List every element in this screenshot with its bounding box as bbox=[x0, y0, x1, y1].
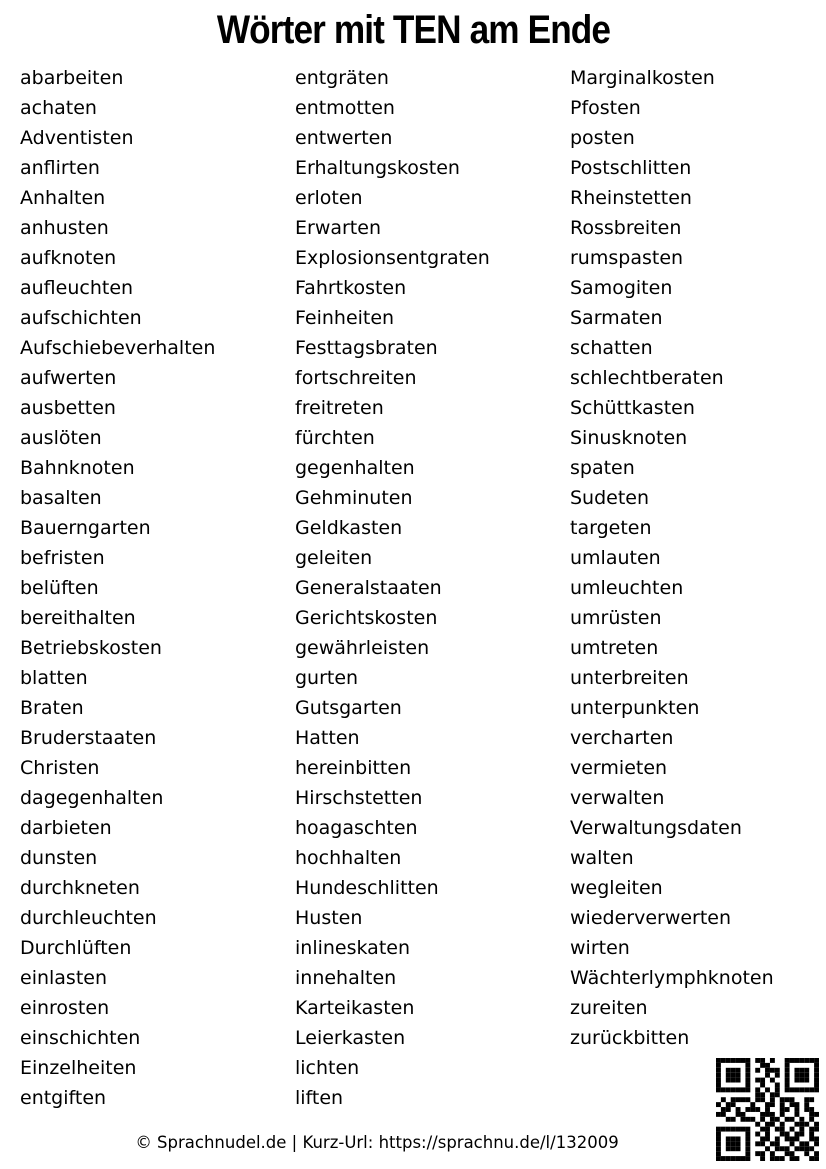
word-item: rumspasten bbox=[570, 247, 684, 269]
word-item: fortschreiten bbox=[295, 367, 417, 389]
word-item: Gehminuten bbox=[295, 487, 413, 509]
word-item: gegenhalten bbox=[295, 457, 415, 479]
word-item: Christen bbox=[20, 757, 100, 779]
word-item: entwerten bbox=[295, 127, 393, 149]
word-item: zurückbitten bbox=[570, 1027, 690, 1049]
word-item: umtreten bbox=[570, 637, 659, 659]
word-item: lichten bbox=[295, 1057, 360, 1079]
word-item: vermieten bbox=[570, 757, 668, 779]
word-item: Anhalten bbox=[20, 187, 106, 209]
word-item: hereinbitten bbox=[295, 757, 412, 779]
page-title-text: Wörter mit TEN am Ende bbox=[216, 8, 610, 52]
word-item: schlechtberaten bbox=[570, 367, 724, 389]
word-item: einschichten bbox=[20, 1027, 141, 1049]
word-item: Braten bbox=[20, 697, 84, 719]
word-item: Verwaltungsdaten bbox=[570, 817, 742, 839]
word-item: verwalten bbox=[570, 787, 665, 809]
word-item: Durchlüften bbox=[20, 937, 132, 959]
word-item: belüften bbox=[20, 577, 99, 599]
word-item: aufwerten bbox=[20, 367, 117, 389]
word-item: Gutsgarten bbox=[295, 697, 402, 719]
word-item: zureiten bbox=[570, 997, 648, 1019]
word-item: wiederverwerten bbox=[570, 907, 732, 929]
word-item: umlauten bbox=[570, 547, 661, 569]
word-item: Festtagsbraten bbox=[295, 337, 438, 359]
word-item: Betriebskosten bbox=[20, 637, 162, 659]
word-item: spaten bbox=[570, 457, 635, 479]
word-item: darbieten bbox=[20, 817, 112, 839]
word-item: abarbeiten bbox=[20, 67, 124, 89]
word-item: entgräten bbox=[295, 67, 389, 89]
word-item: Aufschiebeverhalten bbox=[20, 337, 216, 359]
word-item: Generalstaaten bbox=[295, 577, 442, 599]
word-item: wegleiten bbox=[570, 877, 663, 899]
word-item: Erwarten bbox=[295, 217, 381, 239]
word-item: Erhaltungskosten bbox=[295, 157, 460, 179]
word-item: Einzelheiten bbox=[20, 1057, 137, 1079]
word-item: auslöten bbox=[20, 427, 102, 449]
word-item: aufknoten bbox=[20, 247, 117, 269]
word-item: inlineskaten bbox=[295, 937, 411, 959]
word-item: Hirschstetten bbox=[295, 787, 423, 809]
word-item: Geldkasten bbox=[295, 517, 403, 539]
word-item: einlasten bbox=[20, 967, 108, 989]
word-item: Sinusknoten bbox=[570, 427, 688, 449]
word-item: umleuchten bbox=[570, 577, 684, 599]
word-item: posten bbox=[570, 127, 635, 149]
word-item: entmotten bbox=[295, 97, 395, 119]
word-item: blatten bbox=[20, 667, 88, 689]
word-item: Feinheiten bbox=[295, 307, 395, 329]
word-item: innehalten bbox=[295, 967, 397, 989]
word-item: befristen bbox=[20, 547, 105, 569]
word-item: Gerichtskosten bbox=[295, 607, 438, 629]
qr-code bbox=[716, 1058, 819, 1161]
word-item: fürchten bbox=[295, 427, 375, 449]
word-item: Rheinstetten bbox=[570, 187, 692, 209]
word-item: Bauerngarten bbox=[20, 517, 151, 539]
word-item: hoagaschten bbox=[295, 817, 418, 839]
word-item: entgiften bbox=[20, 1087, 107, 1109]
word-item: Adventisten bbox=[20, 127, 134, 149]
word-item: anflirten bbox=[20, 157, 100, 179]
word-item: Fahrtkosten bbox=[295, 277, 407, 299]
word-item: Rossbreiten bbox=[570, 217, 682, 239]
word-item: wirten bbox=[570, 937, 630, 959]
word-item: unterpunkten bbox=[570, 697, 700, 719]
word-item: durchkneten bbox=[20, 877, 140, 899]
word-item: bereithalten bbox=[20, 607, 136, 629]
word-item: einrosten bbox=[20, 997, 110, 1019]
word-item: umrüsten bbox=[570, 607, 662, 629]
word-column-2 bbox=[295, 63, 565, 1113]
word-item: unterbreiten bbox=[570, 667, 689, 689]
word-item: Pfosten bbox=[570, 97, 641, 119]
word-item: schatten bbox=[570, 337, 653, 359]
word-item: targeten bbox=[570, 517, 652, 539]
word-item: gewährleisten bbox=[295, 637, 430, 659]
word-item: Explosionsentgraten bbox=[295, 247, 490, 269]
word-item: Marginalkosten bbox=[570, 67, 715, 89]
word-item: Sarmaten bbox=[570, 307, 663, 329]
word-item: Sudeten bbox=[570, 487, 650, 509]
word-item: Wächterlymphknoten bbox=[570, 967, 774, 989]
word-item: durchleuchten bbox=[20, 907, 157, 929]
word-item: Hatten bbox=[295, 727, 360, 749]
word-item: dagegenhalten bbox=[20, 787, 164, 809]
word-item: Postschlitten bbox=[570, 157, 692, 179]
word-item: gurten bbox=[295, 667, 359, 689]
word-item: erloten bbox=[295, 187, 363, 209]
word-item: freitreten bbox=[295, 397, 384, 419]
word-item: achaten bbox=[20, 97, 97, 119]
word-item: aufleuchten bbox=[20, 277, 134, 299]
word-item: walten bbox=[570, 847, 634, 869]
word-item: Leierkasten bbox=[295, 1027, 406, 1049]
word-item: aufschichten bbox=[20, 307, 142, 329]
word-item: Schüttkasten bbox=[570, 397, 695, 419]
word-item: Bruderstaaten bbox=[20, 727, 157, 749]
word-item: vercharten bbox=[570, 727, 674, 749]
word-item: dunsten bbox=[20, 847, 98, 869]
word-item: ausbetten bbox=[20, 397, 116, 419]
word-item: hochhalten bbox=[295, 847, 402, 869]
word-item: basalten bbox=[20, 487, 102, 509]
word-column-3 bbox=[570, 63, 826, 1053]
word-item: anhusten bbox=[20, 217, 109, 239]
word-item: liften bbox=[295, 1087, 344, 1109]
footer-credit: © Sprachnudel.de | Kurz-Url: https://sprachnu.de/l/132009 bbox=[135, 1133, 619, 1152]
word-item: geleiten bbox=[295, 547, 373, 569]
word-item: Husten bbox=[295, 907, 363, 929]
word-item: Samogiten bbox=[570, 277, 673, 299]
page-title bbox=[0, 8, 826, 53]
word-item: Karteikasten bbox=[295, 997, 415, 1019]
word-item: Bahnknoten bbox=[20, 457, 135, 479]
word-column-1 bbox=[20, 63, 290, 1113]
word-item: Hundeschlitten bbox=[295, 877, 439, 899]
